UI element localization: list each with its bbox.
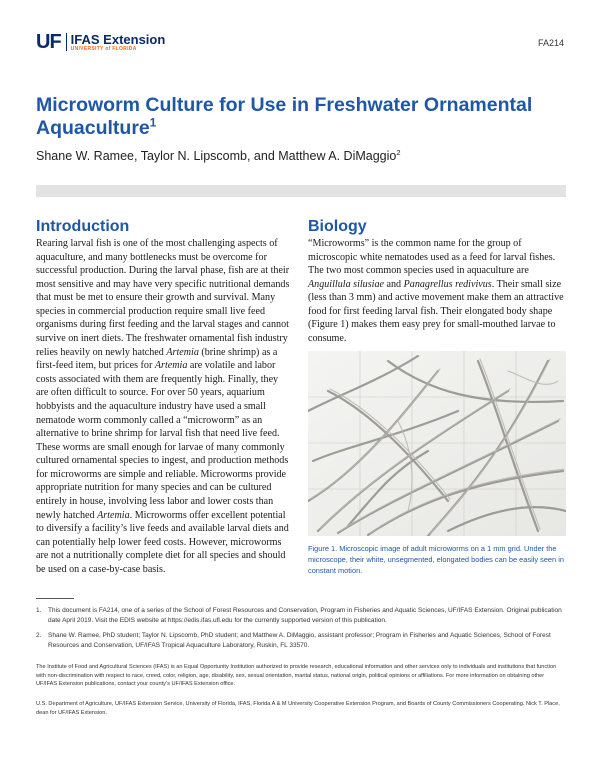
footnote-1-body: This document is FA214, one of a series of the School of Forest Resources and Conservation, Program in Fisheries and Aquatic Sciences, UF/IFAS Extension. Original publication date April 2019. Visit the EDIS website at <box>48 607 562 624</box>
intro-text-3: are volatile and labor costs associated with them are frequently high. Finally, they are often difficult to source. For over 50 years, aquarium hobbyists and the aquaculture industry have used a small nematode worm commonly called a “microworm” as an alternative to brine shrimp for larval fish that need live feed. These worms are small enough for larvae of many commonly cultured ornamental species to ingest, and production methods for microworms are simple and reliable. Microworms provide appropriate nutrition for many species and can be cultured entirely in house, involving less labor and lower costs than newly hatched <box>36 360 289 521</box>
footnote-2-number: 2. <box>36 632 42 639</box>
introduction-body <box>36 237 292 576</box>
intro-artemia-2: Artemia <box>154 360 188 372</box>
logo-wordmark <box>71 33 166 52</box>
usda-cooperation-statement: U.S. Department of Agriculture, UF/IFAS Extension Service, University of Florida, IFAS, Florida A & M University Cooperative Extension Program, and Boards of County Commissioners Cooperating. Nick T. Place, dean for UF/IFAS Extension. <box>36 701 560 716</box>
bio-text-2: . Their small size (less than 3 mm) and active movement make them an attractive food for first feeding larval fish. Their elongated body shape (Figure 1) makes them easy prey for small-mouthed larvae to consume. <box>308 278 564 345</box>
authors-footnote-ref[interactable]: 2 <box>396 147 401 157</box>
bio-species-2: Panagrellus redivivus <box>403 278 492 290</box>
intro-artemia-3: Artemia <box>97 509 130 521</box>
introduction-heading: Introduction <box>36 218 130 235</box>
ifas-equal-opportunity-statement: The Institute of Food and Agricultural Sciences (IFAS) is an Equal Opportunity Institution authorized to provide research, educational information and other services only to individuals and institutions that function with non-discrimination with respect to race, creed, color, religion, age, disability, sex, sexual orientation, marital status, national origin, political opinions or affiliations. For more information on obtaining other UF/IFAS Extension publications, contact your county’s UF/IFAS Extension office. <box>36 664 557 688</box>
authors-text: Shane W. Ramee, Taylor N. Lipscomb, and Matthew A. DiMaggio <box>36 149 397 163</box>
footnote-1-tail: for the currently supported version of this publication. <box>232 617 387 624</box>
bio-text-1: “Microworms” is the common name for the group of microscopic white nematodes used as a feed for larval fishes. The two most common species used in aquaculture are <box>308 238 556 277</box>
edis-website-link[interactable]: https://edis.ifas.ufl.edu <box>167 617 233 624</box>
bio-species-1: Anguillula silusiae <box>308 278 384 290</box>
figure-1-caption: Figure 1. Microscopic image of adult microworms on a 1 mm grid. Under the microscope, their white, unsegmented, elongated bodies can be easily seen in constant motion. <box>308 544 564 575</box>
intro-text-1: Rearing larval fish is one of the most challenging aspects of aquaculture, and many bottlenecks must be overcome for successful production. During the larval phase, fish are at their most sensitive and may have very specific nutritional demands that must be met to ensure their growth and survival. Many species in commercial production require small live feed organisms during first feeding and the larval stages and cannot survive on inert diets. The freshwater ornamental fish industry relies heavily on newly hatched <box>36 238 290 358</box>
header-divider-band <box>36 185 566 197</box>
intro-text-4: . Microworms offer excellent potential to diversify a facility’s live feeds and available larval diets and can potentially help lower feed costs. However, microworms are not a nutritionally complete diet for all species and should be used on a case-by-case basis. <box>36 509 289 575</box>
authors <box>36 149 576 163</box>
microworm-micrograph-image <box>308 351 566 536</box>
logo-uf-mark: UF <box>36 31 61 53</box>
footnote-1-number: 1. <box>36 607 42 614</box>
title-footnote-ref[interactable]: 1 <box>149 116 157 130</box>
title-text: Microworm Culture for Use in Freshwater Ornamental Aquaculture <box>36 94 533 139</box>
document-number: FA214 <box>537 38 564 48</box>
logo-main-text: IFAS Extension <box>70 31 166 47</box>
footnote-1-text <box>48 606 566 626</box>
footnote-1 <box>36 606 566 626</box>
intro-text-2: (brine shrimp) as a first-feed item, but prices for <box>36 346 278 372</box>
footnote-divider <box>36 598 74 599</box>
footnote-2-text: Shane W. Ramee, PhD student; Taylor N. Lipscomb, PhD student; and Matthew A. DiMaggio, assistant professor; Program in Fisheries and Aquatic Sciences, School of Forest Resources and Conservation, UF/IFAS Tropical Aquaculture Laboratory, Ruskin, FL 33570. <box>48 632 551 649</box>
biology-heading: Biology <box>308 218 367 235</box>
ifas-extension-logo[interactable] <box>36 33 165 51</box>
footnote-2 <box>36 631 566 651</box>
intro-artemia-1: Artemia <box>166 346 199 358</box>
logo-sub-text: UNIVERSITY of FLORIDA <box>70 45 137 52</box>
biology-body <box>308 237 566 346</box>
bio-text-and: and <box>383 278 404 290</box>
logo-divider <box>66 33 67 51</box>
page-title <box>36 94 566 140</box>
